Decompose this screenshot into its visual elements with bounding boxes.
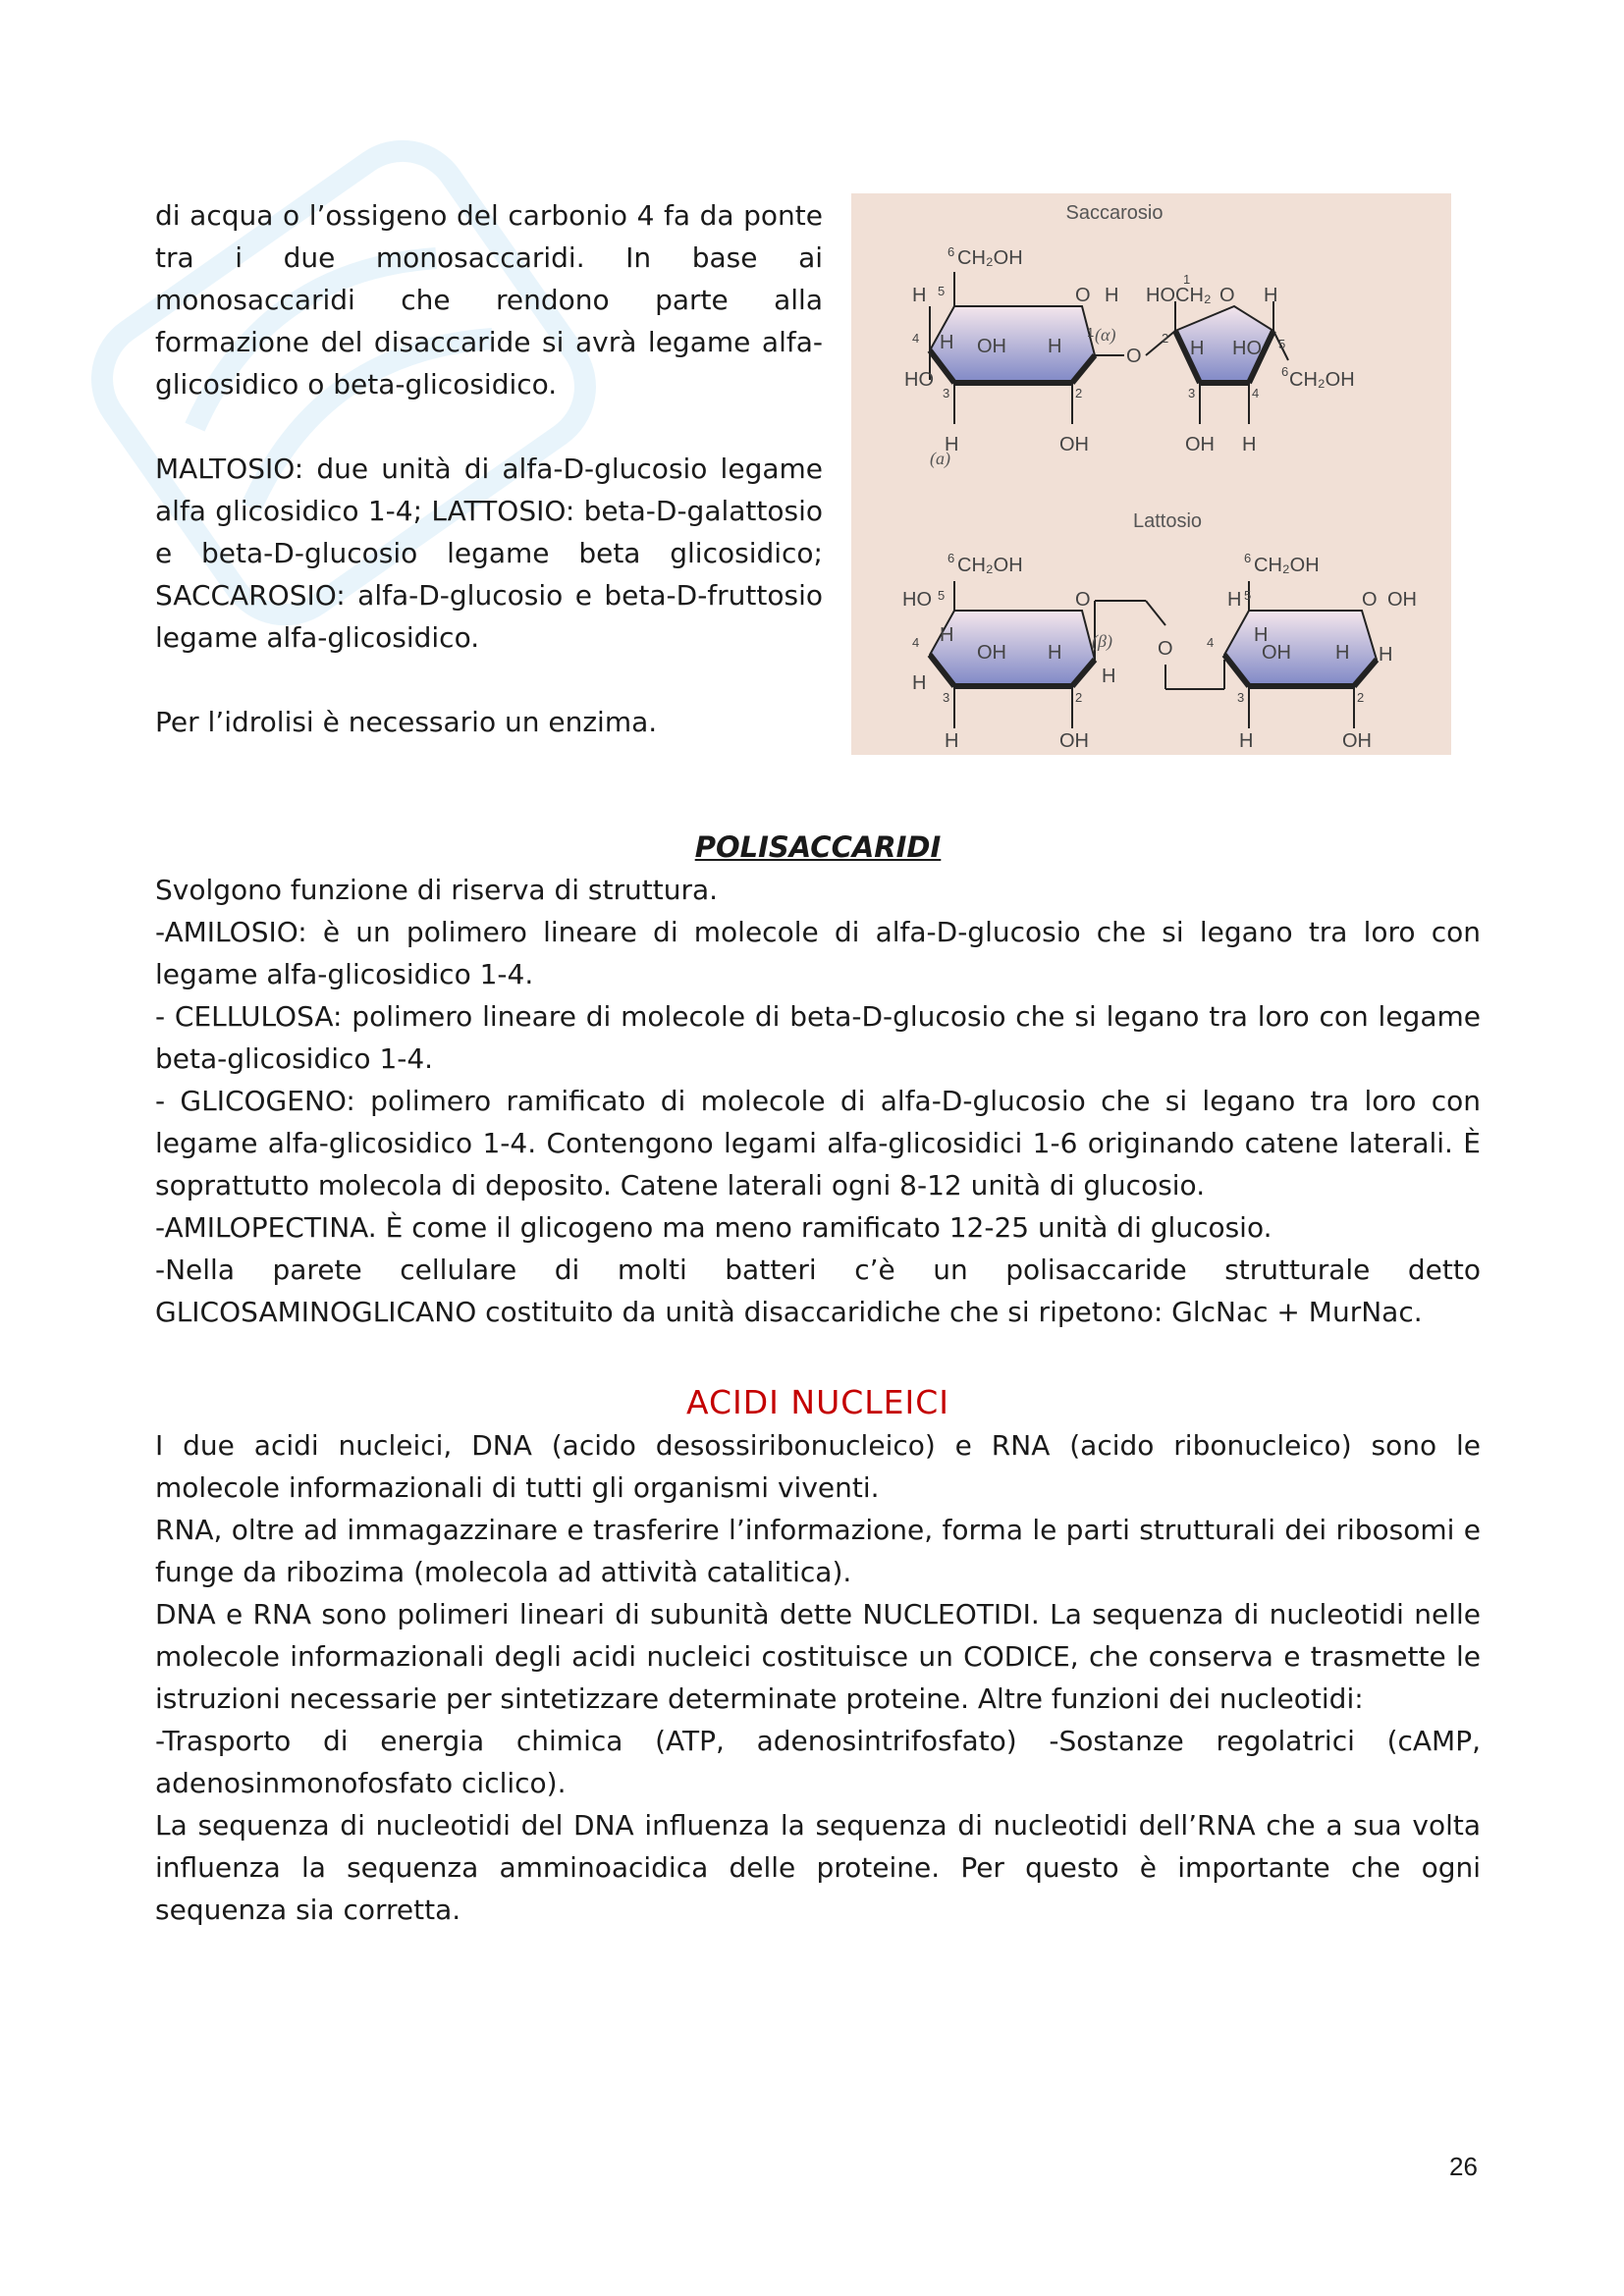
svg-text:4: 4 [1207, 635, 1215, 650]
svg-text:CH₂OH: CH₂OH [957, 555, 1023, 576]
svg-text:3: 3 [1188, 386, 1196, 400]
polysaccharide-line: -AMILOPECTINA. È come il glicogeno ma meno ramificato 12-25 unità di glucosio. [155, 1211, 1272, 1244]
svg-text:O: O [1362, 589, 1378, 611]
nucleic-acids-line: RNA, oltre ad immagazzinare e trasferire l’informazione, forma le parti strutturali dei ribosomi e funge da ribozima (molecola ad attività catalitica). [155, 1514, 1481, 1588]
svg-text:CH₂OH: CH₂OH [1289, 369, 1355, 391]
svg-text:OH: OH [977, 642, 1006, 664]
svg-text:(β): (β) [1092, 631, 1112, 651]
svg-text:H: H [1239, 730, 1254, 752]
svg-text:O: O [1126, 346, 1142, 367]
svg-text:H: H [912, 285, 927, 306]
svg-text:O: O [1075, 589, 1091, 611]
fructose-ring [1146, 301, 1288, 424]
svg-text:H: H [1105, 285, 1119, 306]
svg-text:4: 4 [912, 635, 920, 650]
svg-text:5: 5 [938, 284, 946, 298]
svg-text:H: H [1048, 642, 1062, 664]
svg-text:6: 6 [947, 551, 955, 565]
nucleic-acids-line: I due acidi nucleici, DNA (acido desossiribonucleico) e RNA (acido ribonucleico) sono le molecole informazionali di tutti gli organismi viventi. [155, 1429, 1481, 1504]
svg-text:H: H [912, 672, 927, 694]
svg-text:(α): (α) [1095, 325, 1116, 345]
svg-text:O: O [1158, 638, 1173, 660]
svg-text:H: H [945, 434, 959, 455]
svg-text:HO: HO [1232, 338, 1262, 359]
svg-text:2: 2 [1357, 690, 1365, 705]
svg-text:OH: OH [1387, 589, 1417, 611]
svg-text:H: H [1102, 666, 1116, 687]
svg-text:3: 3 [943, 386, 950, 400]
svg-text:H: H [945, 730, 959, 752]
polysaccharide-line: -Nella parete cellulare di molti batteri c’è un polisaccaride strutturale detto GLICOSAMINOGLICANO costituito da unità disaccaridiche che si ripetono: GlcNac + MurNac. [155, 1254, 1481, 1328]
svg-text:H: H [1227, 589, 1242, 611]
lactose-title: Lattosio [1132, 510, 1203, 532]
svg-text:3: 3 [943, 690, 950, 705]
svg-text:5: 5 [1278, 337, 1286, 351]
svg-text:O: O [1219, 285, 1235, 306]
polysaccharides-section [155, 827, 1481, 1333]
intro-text-column [155, 194, 823, 743]
disaccharide-figure [851, 193, 1451, 755]
nucleic-acids-line: DNA e RNA sono polimeri lineari di subunità dette NUCLEOTIDI. La sequenza di nucleotidi nelle molecole informazionali degli acidi nucleici costituisce un CODICE, che conserva e trasmette le istruzioni necessarie per sintetizzare determinate proteine. Altre funzioni dei nucleotidi: [155, 1598, 1481, 1715]
galactose-ring [930, 581, 1146, 728]
polysaccharide-line: Svolgono funzione di riserva di struttura. [155, 874, 719, 906]
polysaccharide-line: - GLICOGENO: polimero ramificato di molecole di alfa-D-glucosio che si legano tra loro con legame alfa-glicosidico 1-4. Contengono legami alfa-glicosidici 1-6 originando catene laterali. È soprattutto molecola di deposito. Catene laterali ogni 8-12 unità di glucosio. [155, 1085, 1481, 1201]
svg-text:H: H [1379, 644, 1393, 666]
nucleic-acids-line: -Trasporto di energia chimica (ATP, adenosintrifosfato) -Sostanze regolatrici (cAMP, adenosinmonofosfato ciclico). [155, 1725, 1481, 1799]
nucleic-acids-title: ACIDI NUCLEICI [685, 1383, 950, 1421]
svg-text:O: O [1075, 285, 1091, 306]
panel-label: (a) [930, 449, 950, 468]
svg-text:6: 6 [1281, 364, 1289, 379]
sucrose-title: Saccarosio [1065, 202, 1164, 224]
disaccharide-examples-paragraph: MALTOSIO: due unità di alfa-D-glucosio legame alfa glicosidico 1-4; LATTOSIO: beta-D-galattosio e beta-D-glucosio legame beta glicosidico; SACCAROSIO: alfa-D-glucosio e beta-D-fruttosio legame alfa-glicosidico. [155, 453, 823, 654]
svg-text:2: 2 [1162, 331, 1169, 346]
glucose-ring-bottom [1224, 581, 1377, 728]
svg-text:OH: OH [1342, 730, 1372, 752]
svg-text:HOCH₂: HOCH₂ [1146, 285, 1212, 306]
polysaccharide-line: -AMILOSIO: è un polimero lineare di molecole di alfa-D-glucosio che si legano tra loro con legame alfa-glicosidico 1-4. [155, 916, 1481, 990]
svg-text:H: H [1264, 285, 1278, 306]
svg-text:H: H [1335, 642, 1350, 664]
svg-text:2: 2 [1075, 386, 1083, 400]
svg-text:H: H [940, 332, 954, 353]
svg-text:4: 4 [912, 331, 920, 346]
svg-text:OH: OH [1185, 434, 1215, 455]
disaccharide-paragraph: di acqua o l’ossigeno del carbonio 4 fa da ponte tra i due monosaccaridi. In base ai monosaccaridi che rendono parte alla formazione del disaccaride si avrà legame alfa-glicosidico o beta-glicosidico. [155, 199, 823, 400]
nucleic-acids-line: La sequenza di nucleotidi del DNA influenza la sequenza di nucleotidi dell’RNA che a sua volta influenza la sequenza amminoacidica delle proteine. Per questo è importante che ogni sequenza sia corretta. [155, 1809, 1481, 1926]
svg-text:CH₂OH: CH₂OH [957, 247, 1023, 269]
svg-text:CH₂OH: CH₂OH [1254, 555, 1320, 576]
svg-text:5: 5 [938, 588, 946, 603]
svg-text:6: 6 [947, 244, 955, 259]
svg-text:HO: HO [902, 589, 932, 611]
svg-text:OH: OH [1059, 730, 1089, 752]
hydrolysis-paragraph: Per l’idrolisi è necessario un enzima. [155, 706, 658, 738]
svg-text:H: H [1048, 336, 1062, 357]
svg-text:H: H [1190, 338, 1205, 359]
svg-text:OH: OH [1262, 642, 1291, 664]
svg-text:3: 3 [1237, 690, 1245, 705]
glucose-ring-top [930, 272, 1124, 424]
polysaccharides-title: POLISACCARIDI [694, 830, 942, 864]
page-number: 26 [1449, 2152, 1478, 2181]
svg-text:OH: OH [1059, 434, 1089, 455]
polysaccharide-line: - CELLULOSA: polimero lineare di molecole di beta-D-glucosio che si legano tra loro con legame beta-glicosidico 1-4. [155, 1000, 1481, 1075]
svg-text:OH: OH [977, 336, 1006, 357]
svg-text:2: 2 [1075, 690, 1083, 705]
svg-text:5: 5 [1244, 588, 1252, 603]
svg-text:H: H [1242, 434, 1257, 455]
svg-text:4: 4 [1252, 386, 1260, 400]
svg-text:H: H [940, 624, 954, 646]
svg-text:1: 1 [1087, 325, 1095, 340]
nucleic-acids-section [155, 1381, 1481, 1931]
svg-text:1: 1 [1183, 272, 1191, 287]
svg-text:H: H [1254, 624, 1269, 646]
svg-text:HO: HO [904, 369, 934, 391]
svg-text:6: 6 [1244, 551, 1252, 565]
